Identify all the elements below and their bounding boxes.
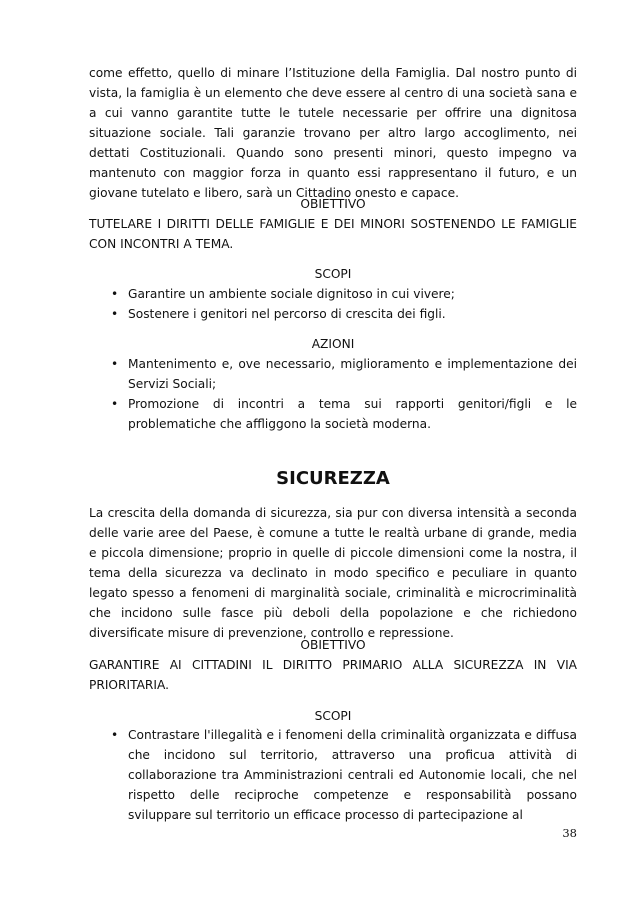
security-scopes-label: SCOPI	[314, 709, 352, 723]
list-item: • Sostenere i genitori nel percorso di crescita dei figli.	[89, 304, 577, 324]
family-scopes-label: SCOPI	[314, 267, 352, 281]
bullet-icon: •	[111, 397, 119, 411]
section-heading-sicurezza: SICUREZZA	[276, 468, 390, 489]
family-actions-label: AZIONI	[311, 337, 355, 351]
security-objective-label: OBIETTIVO	[300, 638, 366, 652]
bullet-icon: •	[111, 307, 119, 321]
list-item: • Contrastare l'illegalità e i fenomeni della criminalità organizzata e diffusa che incidono sul territorio, attraverso una proficua attività di collaborazione tra Amministrazioni centrali ed Autonomie locali, che nel rispetto delle reciproche competenze e responsabilità possano sviluppare sul territorio un efficace processo di partecipazione al	[89, 725, 577, 825]
security-objective-text: GARANTIRE AI CITTADINI IL DIRITTO PRIMARIO ALLA SICUREZZA IN VIA PRIORITARIA.	[89, 658, 577, 692]
family-objective-text: TUTELARE I DIRITTI DELLE FAMIGLIE E DEI MINORI SOSTENENDO LE FAMIGLIE CON INCONTRI A TEMA.	[89, 217, 577, 251]
family-scopes-list	[89, 284, 577, 324]
bullet-icon: •	[111, 357, 119, 371]
family-actions-list	[89, 354, 577, 434]
family-objective-label: OBIETTIVO	[300, 197, 366, 211]
security-intro-paragraph: La crescita della domanda di sicurezza, sia pur con diversa intensità a seconda delle varie aree del Paese, è comune a tutte le realtà urbane di grande, media e piccola dimensione; proprio in quelle di piccole dimensioni come la nostra, il tema della sicurezza va declinato in modo specifico e peculiare in quanto legato spesso a fenomeni di marginalità sociale, criminalità e microcriminalità che incidono sulle fasce più deboli della popolazione e che richiedono diversificate misure di prevenzione, controllo e repressione.	[89, 506, 577, 640]
list-item: • Garantire un ambiente sociale dignitoso in cui vivere;	[89, 284, 577, 304]
page-number: 38	[562, 826, 577, 840]
family-intro-paragraph: come effetto, quello di minare l’Istituzione della Famiglia. Dal nostro punto di vista, la famiglia è un elemento che deve essere al centro di una società sana e a cui vanno garantite tutte le tutele necessarie per offrire una dignitosa situazione sociale. Tali garanzie trovano per altro largo accoglimento, nei dettati Costituzionali. Quando sono presenti minori, questo impegno va mantenuto con maggior forza in quanto essi rappresentano il futuro, e un giovane tutelato e libero, sarà un Cittadino onesto e capace.	[89, 66, 577, 200]
bullet-icon: •	[111, 728, 119, 742]
security-scopes-list	[89, 725, 577, 825]
list-item: • Mantenimento e, ove necessario, miglioramento e implementazione dei Servizi Sociali;	[89, 354, 577, 394]
bullet-icon: •	[111, 287, 119, 301]
list-item: • Promozione di incontri a tema sui rapporti genitori/figli e le problematiche che affliggono la società moderna.	[89, 394, 577, 434]
